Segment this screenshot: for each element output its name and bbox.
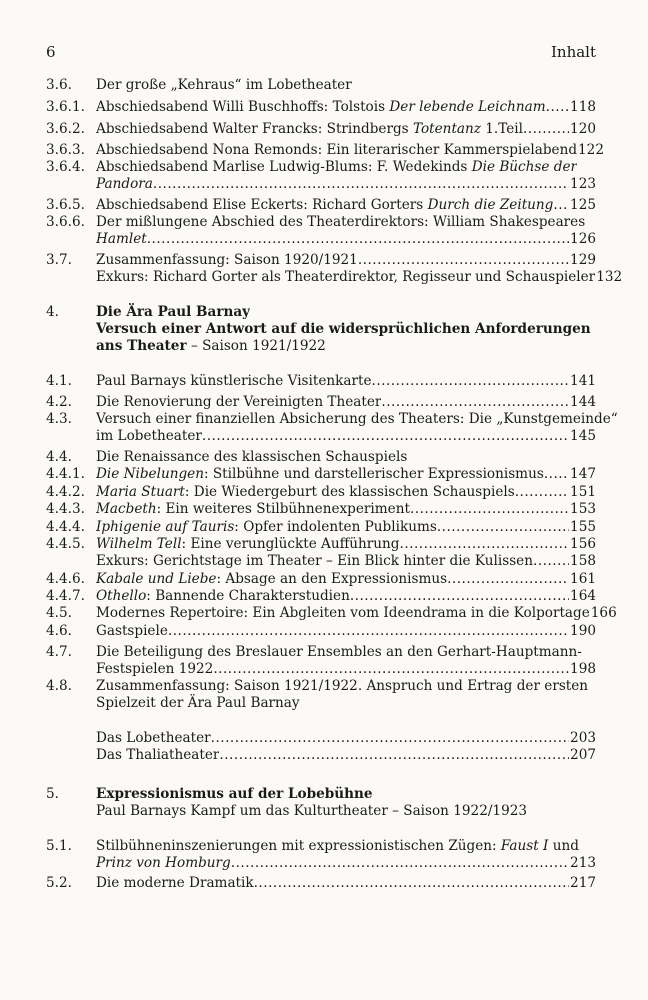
- toc-entry-number: 4.4.7.: [46, 588, 85, 604]
- toc-entry-number: 4.4.4.: [46, 519, 85, 535]
- toc-entry-number: 4.8.: [46, 678, 72, 694]
- toc-entry-title: Macbeth: Ein weiteres Stilbühnenexperiment: [96, 501, 410, 517]
- toc-entry-title: Maria Stuart: Die Wiedergeburt des klassischen Schauspiels: [96, 484, 515, 500]
- toc-entry-page: 118: [570, 99, 596, 115]
- toc-entry: [46, 427, 596, 446]
- toc-entry-title: Abschiedsabend Elise Eckerts: Richard Gorters Durch die Zeitung: [96, 197, 554, 213]
- toc-leader-dots: [546, 98, 569, 117]
- toc-entry-title: Das Thaliatheater: [96, 747, 220, 763]
- toc-leader-dots: [533, 552, 569, 571]
- toc-entry-page: 158: [570, 553, 596, 569]
- toc-entry: [46, 874, 596, 893]
- toc-entry: [46, 268, 623, 287]
- toc-entry-page: 144: [570, 394, 596, 410]
- toc-entry-number: 4.4.6.: [46, 571, 85, 587]
- toc-entry-number: 4.4.1.: [46, 466, 85, 482]
- toc-entry-title: Die Ära Paul Barnay: [96, 304, 251, 320]
- toc-entry-title: Othello: Bannende Charakterstudien: [96, 588, 350, 604]
- toc-entry: [46, 372, 596, 391]
- toc-leader-dots: [219, 746, 569, 765]
- toc-entry: [46, 552, 596, 571]
- toc-entry: [46, 465, 596, 484]
- toc-entry-title: Abschiedsabend Willi Buschhoffs: Tolstois Der lebende Leichnam: [96, 99, 546, 115]
- toc-entry-title: Abschiedsabend Marlise Ludwig-Blums: F. Wedekinds Die Büchse der: [96, 159, 578, 175]
- toc-entry-number: 5.: [46, 786, 59, 802]
- toc-entry-title: Abschiedsabend Nona Remonds: Ein literarischer Kammerspielabend: [96, 142, 578, 158]
- toc-entry-page: 120: [570, 121, 596, 137]
- toc-entry-page: 190: [570, 623, 596, 639]
- toc-entry-page: 123: [570, 176, 596, 192]
- toc-entry-page: 198: [570, 661, 596, 677]
- toc-entry-page: 213: [570, 855, 596, 871]
- toc-entry-page: 125: [570, 197, 596, 213]
- toc-entry-title: Zusammenfassung: Saison 1920/1921: [96, 252, 358, 268]
- toc-entry: [46, 76, 596, 95]
- toc-entry-title: Die Renaissance des klassischen Schauspiels: [96, 449, 408, 465]
- toc-entry-title: Abschiedsabend Walter Francks: Strindbergs Totentanz 1.Teil: [96, 121, 523, 137]
- toc-entry-number: 4.3.: [46, 411, 72, 427]
- toc-entry-number: 4.: [46, 304, 59, 320]
- toc-leader-dots: [372, 372, 570, 391]
- toc-entry-title: Paul Barnays künstlerische Visitenkarte: [96, 373, 372, 389]
- toc-entry-title: Iphigenie auf Tauris: Opfer indolenten Publikums: [96, 519, 437, 535]
- toc-entry: [46, 500, 596, 519]
- toc-entry-number: 3.6.4.: [46, 159, 85, 175]
- toc-entry: [46, 802, 596, 821]
- toc-entry-page: 153: [570, 501, 596, 517]
- toc-entry-page: 203: [570, 730, 596, 746]
- toc-entry-number: 3.7.: [46, 252, 72, 268]
- toc-entry-title: im Lobetheater: [96, 428, 202, 444]
- toc-entry-number: 4.6.: [46, 623, 72, 639]
- toc-entry-page: 207: [570, 747, 596, 763]
- toc-entry-title: Modernes Repertoire: Ein Abgleiten vom Ideendrama in die Kolportage: [96, 605, 590, 621]
- toc-entry-title: Kabale und Liebe: Absage an den Expressionismus: [96, 571, 448, 587]
- toc-leader-dots: [544, 465, 569, 484]
- toc-entry-number: 4.5.: [46, 605, 72, 621]
- toc-entry-title: Die Beteiligung des Breslauer Ensembles an den Gerhart-Hauptmann-: [96, 644, 582, 660]
- toc-entry-title: ans Theater – Saison 1921/1922: [96, 338, 326, 354]
- toc-entry-title: Die Renovierung der Vereinigten Theater: [96, 394, 382, 410]
- toc-entry: [46, 854, 596, 873]
- toc-entry-page: 129: [570, 252, 596, 268]
- toc-leader-dots: [254, 874, 569, 893]
- toc-entry-number: 4.4.: [46, 449, 72, 465]
- toc-entry-title: Pandora: [96, 176, 153, 192]
- toc-entry-number: 4.4.3.: [46, 501, 85, 517]
- toc-entry-title: Das Lobetheater: [96, 730, 211, 746]
- toc-entry-number: 4.4.2.: [46, 484, 85, 500]
- toc-entry-number: 3.6.5.: [46, 197, 85, 213]
- toc-leader-dots: [153, 175, 569, 194]
- toc-entry-title: Hamlet: [96, 231, 147, 247]
- toc-entry: [46, 120, 596, 139]
- toc-entry: [46, 604, 617, 623]
- toc-entry-title: Exkurs: Richard Gorter als Theaterdirektor, Regisseur und Schauspieler: [96, 269, 596, 285]
- toc-entry-title: Paul Barnays Kampf um das Kulturtheater – Saison 1922/1923: [96, 803, 528, 819]
- toc-entry-number: 3.6.3.: [46, 142, 85, 158]
- toc-entry-number: 4.4.5.: [46, 536, 85, 552]
- toc-entry-page: 155: [570, 519, 596, 535]
- toc-entry-title: Der große „Kehraus“ im Lobetheater: [96, 77, 352, 93]
- toc-entry-title: Prinz von Homburg: [96, 855, 231, 871]
- toc-entry-number: 5.2.: [46, 875, 72, 891]
- toc-entry-number: 4.7.: [46, 644, 72, 660]
- toc-entry: [46, 175, 596, 194]
- page-number: 6: [46, 43, 56, 61]
- toc-entry-title: Festspielen 1922: [96, 661, 214, 677]
- toc-entry-number: 3.6.6.: [46, 214, 85, 230]
- toc-leader-dots: [410, 500, 569, 519]
- toc-leader-dots: [231, 854, 569, 873]
- toc-entry-title: Die moderne Dramatik: [96, 875, 254, 891]
- toc-entry: [46, 230, 596, 249]
- toc-entry-title: Wilhelm Tell: Eine verunglückte Aufführung: [96, 536, 400, 552]
- toc-leader-dots: [202, 427, 569, 446]
- toc-entry-page: 151: [570, 484, 596, 500]
- toc-entry-title: Stilbühneninszenierungen mit expressionistischen Zügen: Faust I und: [96, 838, 579, 854]
- toc-entry-title: Zusammenfassung: Saison 1921/1922. Anspruch und Ertrag der ersten: [96, 678, 589, 694]
- toc-entry-page: 164: [570, 588, 596, 604]
- toc-entry-title: Spielzeit der Ära Paul Barnay: [96, 695, 300, 711]
- toc-entry-number: 3.6.: [46, 77, 72, 93]
- toc-entry: [46, 694, 596, 713]
- toc-entry-page: 156: [570, 536, 596, 552]
- toc-entry-page: 132: [596, 269, 623, 285]
- toc-entry-page: 217: [570, 875, 596, 891]
- toc-leader-dots: [147, 230, 569, 249]
- toc-entry-page: 141: [570, 373, 596, 389]
- toc-entry-title: Versuch einer finanziellen Absicherung des Theaters: Die „Kunstgemeinde“: [96, 411, 618, 427]
- running-header: Inhalt: [550, 43, 596, 61]
- toc-entry-title: Versuch einer Antwort auf die widersprüchlichen Anforderungen: [96, 321, 591, 337]
- toc-entry-page: 122: [578, 142, 604, 158]
- toc-entry-page: 145: [570, 428, 596, 444]
- toc-entry: [46, 746, 596, 765]
- toc-entry-number: 5.1.: [46, 838, 72, 854]
- toc-entry: [46, 337, 596, 356]
- toc-entry-number: 3.6.1.: [46, 99, 85, 115]
- toc-entry-title: Die Nibelungen: Stilbühne und darstellerischer Expressionismus: [96, 466, 544, 482]
- toc-entry-title: Exkurs: Gerichtstage im Theater – Ein Blick hinter die Kulissen: [96, 553, 533, 569]
- toc-entry-page: 161: [570, 571, 596, 587]
- toc-entry-page: 147: [570, 466, 596, 482]
- toc-leader-dots: [523, 120, 569, 139]
- toc-entry-title: Expressionismus auf der Lobebühne: [96, 786, 373, 802]
- toc-entry: [46, 98, 596, 117]
- toc-entry-title: Gastspiele: [96, 623, 168, 639]
- toc-entry-number: 3.6.2.: [46, 121, 85, 137]
- toc-entry-title: Der mißlungene Abschied des Theaterdirektors: William Shakespeares: [96, 214, 586, 230]
- toc-entry: [46, 622, 596, 641]
- toc-entry-number: 4.2.: [46, 394, 72, 410]
- toc-leader-dots: [168, 622, 569, 641]
- toc-entry-page: 166: [590, 605, 617, 621]
- toc-entry-page: 126: [570, 231, 596, 247]
- toc-entry-number: 4.1.: [46, 373, 72, 389]
